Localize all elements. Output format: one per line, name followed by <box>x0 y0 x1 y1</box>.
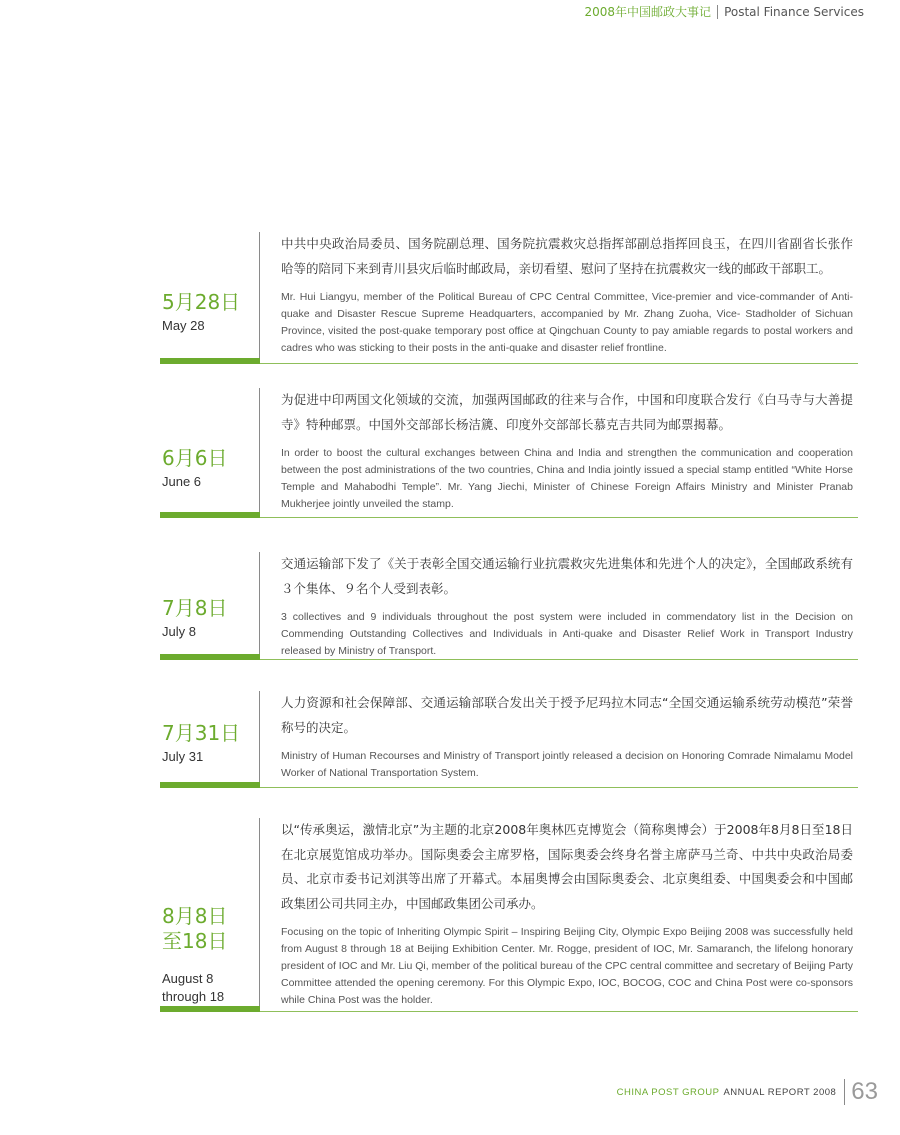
entry-divider-line <box>259 232 260 358</box>
event-description <box>281 552 853 660</box>
entry-accent-bar <box>160 1006 260 1012</box>
page-number: 63 <box>851 1078 878 1105</box>
event-date-english: June 6 <box>162 474 202 489</box>
entry-accent-bar <box>160 512 260 518</box>
footer-report-title: ANNUAL REPORT 2008 <box>723 1086 837 1098</box>
event-text-english: In order to boost the cultural exchanges between China and India and strengthen the communication and cooperation between the post administrations of the two countries, China and India jointly issued a special stamp entitled “White Horse Temple and Mahabodhi Temple”. Mr. Yang Jiechi, Minister of Chinese Foreign Affairs Ministry and Minister Pranab Mukherjee jointly unveiled the stamp. <box>281 447 853 510</box>
entry-base-line <box>260 1011 858 1012</box>
page-footer <box>617 1077 878 1107</box>
event-date-english: July 8 <box>162 624 196 639</box>
entry-base-line <box>260 517 858 518</box>
header-section-title: Postal Finance Services <box>724 4 864 19</box>
event-text-chinese: 为促进中印两国文化领域的交流，加强两国邮政的往来与合作，中国和印度联合发行《白马寺与大善提寺》特种邮票。中国外交部部长杨洁篪、印度外交部部长慕克吉共同为邮票揭幕。 <box>281 392 853 432</box>
event-date <box>162 904 258 1006</box>
event-date-english: May 28 <box>162 318 205 333</box>
entry-divider-line <box>259 552 260 654</box>
event-date-chinese: 5月28日 <box>162 290 241 314</box>
event-text-english: Ministry of Human Recourses and Ministry of Transport jointly released a decision on Honoring Comrade Nimalamu Model Worker of National Transportation System. <box>281 750 853 779</box>
event-date-chinese: 7月8日 <box>162 596 228 620</box>
entry-base-line <box>260 787 858 788</box>
event-text-chinese: 交通运输部下发了《关于表彰全国交通运输行业抗震救灾先进集体和先进个人的决定》，全国邮政系统有３个集体、９名个人受到表彰。 <box>281 556 853 596</box>
header-chinese-title: 2008年中国邮政大事记 <box>584 5 712 19</box>
entry-base-line <box>260 363 858 364</box>
event-text-english: 3 collectives and 9 individuals throughout the post system were included in commendatory list in the Decision on Commending Outstanding Collectives and Individuals in Anti-quake and Disaster Relief Work in Transport Industry released by Ministry of Transport. <box>281 611 853 657</box>
entry-divider-line <box>259 388 260 512</box>
event-text-chinese: 人力资源和社会保障部、交通运输部联合发出关于授予尼玛拉木同志“全国交通运输系统劳动模范”荣誉称号的决定。 <box>281 695 853 735</box>
footer-group-name: CHINA POST GROUP <box>616 1086 720 1098</box>
entry-accent-bar <box>160 654 260 660</box>
event-date <box>162 721 258 766</box>
event-date <box>162 596 258 641</box>
footer-divider <box>844 1079 845 1105</box>
entry-divider-line <box>259 818 260 1006</box>
event-text-chinese: 以“传承奥运，激情北京”为主题的北京2008年奥林匹克博览会（简称奥博会）于2008年8月8日至18日在北京展览馆成功举办。国际奥委会主席罗格，国际奥委会终身名誉主席萨马兰奇、中共中央政治局委员、北京市委书记刘淇等出席了开幕式。本届奥博会由国际奥委会、北京奥组委、中国奥委会和中国邮政集团公司共同主办，中国邮政集团公司承办。 <box>281 822 853 911</box>
event-text-english: Focusing on the topic of Inheriting Olympic Spirit – Inspiring Beijing City, Olympic Expo Beijing 2008 was successfully held from August 8 through 18 at Beijing Exhibition Center. Mr. Rogge, president of IOC, Mr. Samaranch, the lifelong honorary president of IOC and Mr. Liu Qi, member of the political bureau of the CPC central committee and secretary of Beijing Party Committee attended the opening ceremony. For this Olympic Expo, IOC, BOCOG, COC and China Post were co-sponsors while China Post was the holder. <box>281 926 853 1006</box>
entry-accent-bar <box>160 782 260 788</box>
event-date-english: July 31 <box>162 749 204 764</box>
header-divider <box>717 5 718 19</box>
event-text-english: Mr. Hui Liangyu, member of the Political Bureau of CPC Central Committee, Vice-premier and vice-commander of Anti-quake and Disaster Rescue Supreme Headquarters, accompanied by Mr. Zhang Zuoha, Vice- Stadholder of Sichuan Province, visited the post-quake temporary post office at Qingchuan County to pay amiable regards to postal workers and cadres who was sticking to their posts in the anti-quake and disaster relief frontline. <box>281 291 853 354</box>
event-date-chinese: 6月6日 <box>162 446 228 470</box>
page-header <box>585 3 864 20</box>
event-description <box>281 818 853 1009</box>
entry-accent-bar <box>160 358 260 364</box>
event-date <box>162 446 258 491</box>
event-description <box>281 232 853 357</box>
event-date <box>162 290 258 335</box>
event-description <box>281 691 853 782</box>
entry-divider-line <box>259 691 260 782</box>
entry-base-line <box>260 659 858 660</box>
event-text-chinese: 中共中央政治局委员、国务院副总理、国务院抗震救灾总指挥部副总指挥回良玉，在四川省副省长张作哈等的陪同下来到青川县灾后临时邮政局，亲切看望、慰问了坚持在抗震救灾一线的邮政干部职工。 <box>281 236 853 276</box>
event-description <box>281 388 853 513</box>
event-date-chinese: 8月8日 至18日 <box>162 904 228 953</box>
event-date-english: August 8 through 18 <box>162 971 225 1004</box>
event-date-chinese: 7月31日 <box>162 721 241 745</box>
